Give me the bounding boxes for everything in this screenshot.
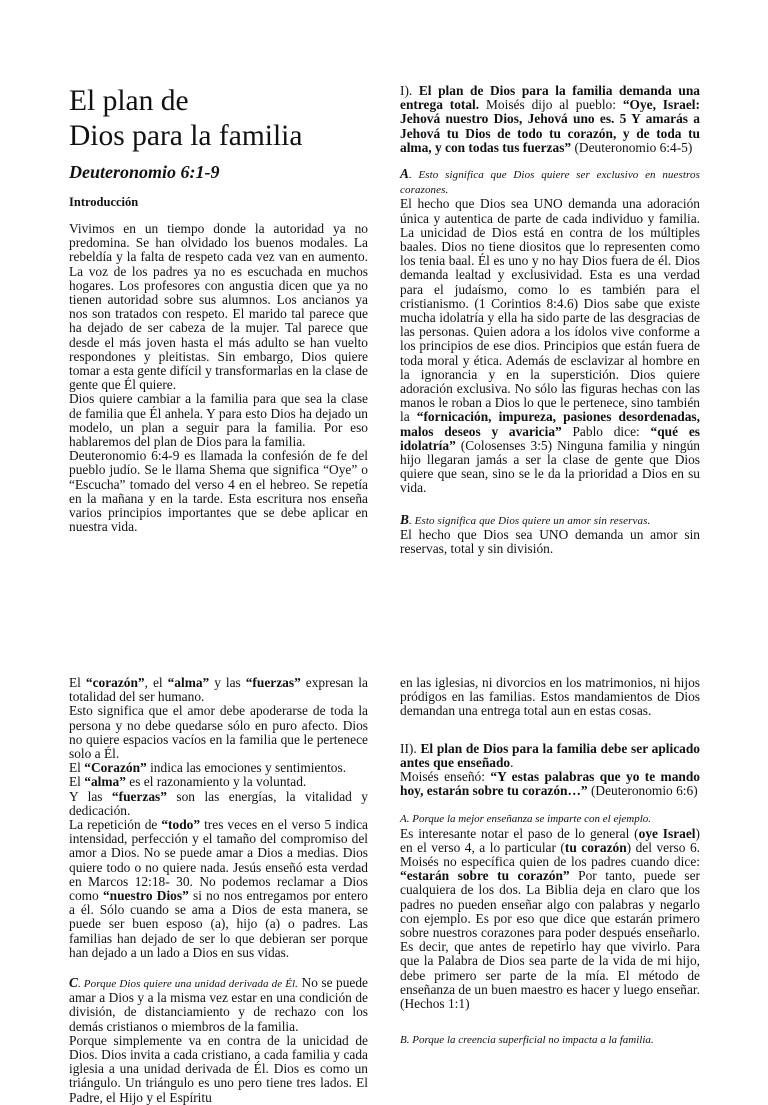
term-todo: “todo” [161, 817, 201, 833]
intro-paragraph-1: Vivimos en un tiempo donde la autoridad ya no predomina. Se han olvidado los buenos modales. La rebeldía y la falta de respeto cada vez van en aumento. La voz de los padres ya no es escuchada en muchos hogares. Los profesores con angustia dicen que ya no tienen autoridad sobre sus alumnos. Los ancianos ya nos son tratados con respeto. El marido tal parece que ha dejado de ser cabeza de la mujer. Tal parece que desde el más joven hasta el más adulto se han vuelto respondones y pleitistas. Sin embargo, Dios quiere tomar a esta gente difícil y transformarlas en la clase de gente que Él quiere. [69, 221, 368, 393]
quote: “Y estas palabras que yo te mando hoy, estarán sobre tu corazón…” [400, 769, 700, 799]
subsection-c [69, 976, 368, 1034]
section-number: II). [400, 740, 421, 756]
section-1-reference: (Deuteronomio 6:4-5) [571, 139, 693, 155]
section-2-heading [400, 742, 700, 770]
intro-paragraph-2: Dios quiere cambiar a la familia para que sea la clase de familia que Él anhela. Y para esto Dios ha dejado un modelo, un plan a seguir para la familia. Por eso hablaremos del plan de Dios para la familia. [69, 391, 368, 450]
term-corazon: “corazón” [85, 675, 145, 690]
section-2-title: El plan de Dios para la familia debe ser aplicado antes que enseñado [400, 740, 700, 770]
term-alma: “alma” [84, 774, 126, 790]
intro-column [69, 222, 368, 534]
section-2-subsection-a-title: A. Porque la mejor enseñanza se imparte con el ejemplo. [400, 813, 652, 826]
section-1-title: El plan de Dios para la familia demanda una entrega total. [400, 83, 700, 113]
subsection-b-body: El hecho que Dios sea UNO demanda un amor sin reservas, total y sin división. [400, 526, 700, 557]
page-title [69, 84, 399, 154]
subsection-b-label: B [400, 511, 409, 527]
subsection-c-title: . Porque Dios quiere una unidad derivada de Él. [77, 978, 299, 991]
subsection-c-text-1: No se puede amar a Dios y a la misma vez estar en una condición de división, de distanciamiento y de rechazo con los demás cristianos o miembros de la familia. [69, 975, 368, 1034]
text: son las energías, la vitalidad y dedicación. [69, 788, 368, 818]
page-subtitle: Deuteronomio 6:1-9 [69, 162, 220, 182]
emphasis: oye Israel [638, 825, 696, 841]
corazon-definition [69, 761, 368, 775]
subsection-a-text-2: Pablo dice: [561, 423, 651, 439]
title-line-1: El plan de [69, 85, 189, 117]
totality-paragraph [69, 676, 368, 704]
subsection-a-quote-2: “qué es idolatría” [400, 423, 700, 453]
term-fuerzas: “fuerzas” [111, 788, 167, 804]
text: ) en el verso 4, a lo particular ( [400, 825, 700, 855]
fuerzas-definition [69, 790, 368, 818]
intro-heading: Introducción [69, 195, 139, 209]
term-alma: “alma” [167, 675, 210, 690]
page-2-left-column [69, 676, 368, 1105]
text: La repetición de [69, 817, 162, 833]
alma-definition [69, 775, 368, 789]
text: Moisés enseñó: [400, 769, 491, 785]
text: Por tanto, puede ser cualquiera de los dos. La Biblia deja en claro que los padres no pueden enseñar algo con palabras y negarlo con ejemplo. Es por eso que dice que estarán primero sobre nuestros corazones para poder después enseñarlo. Es decir, que antes de repetirlo hay que vivirlo. Para que la Palabra de Dios sea parte de la vida de mi hijo, debe primero ser parte de la mía. El método de enseñanza de un buen maestro es hacer y luego enseñar. (Hechos 1:1) [400, 868, 700, 1012]
text: Es interesante notar el paso de lo general ( [400, 825, 639, 841]
text: si no nos entregamos por entero a él. Sólo cuando se ama a Dios de esta manera, se puede ser buen esposo (a), hijo (a) o padres. Las familias han dejado de ser lo que debieran ser porque han dejado a un lado a Dios en sus vidas. [69, 888, 368, 960]
term-fuerzas: “fuerzas” [245, 675, 301, 690]
repetition-paragraph [69, 818, 368, 960]
text: es el razonamiento y la voluntad. [125, 774, 307, 790]
subsection-b-heading [400, 513, 700, 528]
subsection-b-title: . Esto significa que Dios quiere un amor sin reservas. [408, 514, 651, 527]
section-2-quote [400, 770, 700, 798]
page-2-right-column [400, 676, 700, 1047]
reference: (Deuteronomio 6:6) [587, 783, 698, 799]
subsection-a-label: A [400, 166, 409, 182]
section-1-heading [400, 84, 700, 155]
text: El [69, 760, 85, 776]
continuation-paragraph: en las iglesias, ni divorcios en los matrimonios, ni hijos pródigos en las familias. Estos mandamientos de Dios demandan una entrega total aun en estas cosas. [400, 675, 700, 719]
text: , el [144, 675, 168, 690]
emphasis: tu corazón [564, 839, 627, 855]
text: . [510, 754, 514, 770]
subsection-a-text-3: (Colosenses 3:5) Ninguna familia y ningún hijo llegaran jamás a ser la clase de gente que Dios quiere que sean, sino se le da la prioridad a Dios en su vida. [400, 437, 700, 496]
intro-paragraph-3: Deuteronomio 6:4-9 es llamada la confesión de fe del pueblo judío. Se le llama Shema que significa “Oye” o “Escucha” tomado del verso 4 en el hebreo. Se repetía en la mañana y en la tarde. Esta escritura nos enseña varios principios importantes que se debe aplicar en nuestra vida. [69, 448, 368, 535]
subsection-a-body [400, 197, 700, 495]
subsection-a-heading [400, 167, 700, 197]
subsection-a-title: . Esto significa que Dios quiere ser exclusivo en nuestros corazones. [400, 169, 700, 197]
section-1-intro: Moisés dijo al pueblo: [479, 97, 623, 113]
term-nuestro-dios: “nuestro Dios” [102, 888, 189, 904]
term-corazon: “Corazón” [84, 760, 147, 776]
subsection-c-text-2: Porque simplemente va en contra de la unicidad de Dios. Dios invita a cada cristiano, a cada familia y cada iglesia a una unidad derivada de Él. Dios es como un triángulo. Un triángulo es uno pero tiene tres lados. El Padre, el Hijo y el Espíritu [69, 1032, 368, 1105]
text: tres veces en el verso 5 indica intensidad, perfección y el tamaño del compromiso del amor a Dios. No se puede amar a Dios a medias. Dios quiere todo o no quiere nada. Jesús enseñó esta verdad en Marcos 12:18- 30. No podemos reclamar a Dios como [69, 817, 368, 904]
text: El [69, 774, 85, 790]
title-line-2: Dios para la familia [69, 120, 303, 152]
text: Y las [69, 788, 112, 804]
text: ) del verso 6. Moisés no específica quien de los padres cuando dice: [400, 839, 700, 870]
subsection-a-text-1: El hecho que Dios sea UNO demanda una adoración única y autentica de parte de cada individuo y familia. La unicidad de Dios está en contra de los múltiples baales. Dios no tiene diositos que lo representen como los tenia baal. Él es uno y no hay Dios fuera de él. Dios demanda lealtad y exclusividad. Esta es una verdad para el judaísmo, como lo es también para el cristianismo. (1 Corintios 8:4.6) Dios sabe que existe mucha idolatría y ella ha sido parte de las desgracias de las personas. Quien adora a los ídolos vive conforme a los principios de ese dios. Principios que están fuera de toda moral y ética. Además de esclavizar al hombre en la ignorancia y en la superstición. Dios quiere adoración exclusiva. No sólo las figuras hechas con las manos le roban a Dios lo que le pertenece, sino también la [400, 196, 700, 425]
section-number: I). [400, 83, 419, 98]
section-1-quote: “Oye, Israel: Jehová nuestro Dios, Jehová uno es. 5 Y amarás a Jehová tu Dios de todo tu corazón, y de toda tu alma, y con todas tus fuerzas” [400, 97, 700, 155]
text: indica las emociones y sentimientos. [146, 760, 347, 776]
love-paragraph: Esto significa que el amor debe apoderarse de toda la persona y no debe quedarse sólo en puro afecto. Dios no quiere espacios vacíos en la familia que le pertenece solo a Él. [69, 703, 368, 762]
text: El [69, 675, 86, 690]
emphasis: “estarán sobre tu corazón” [400, 868, 570, 884]
section-1-column [400, 84, 700, 556]
subsection-c-label: C [69, 975, 78, 991]
section-2-subsection-b-title: B. Porque la creencia superficial no impacta a la familia. [400, 1034, 654, 1047]
section-2-subsection-a-body [400, 827, 700, 1012]
text: expresan la totalidad del ser humano. [69, 675, 368, 705]
text: y las [209, 675, 246, 690]
subsection-a-quote-1: “fornicación, impureza, pasiones desordenadas, malos deseos y avaricia” [400, 409, 700, 439]
